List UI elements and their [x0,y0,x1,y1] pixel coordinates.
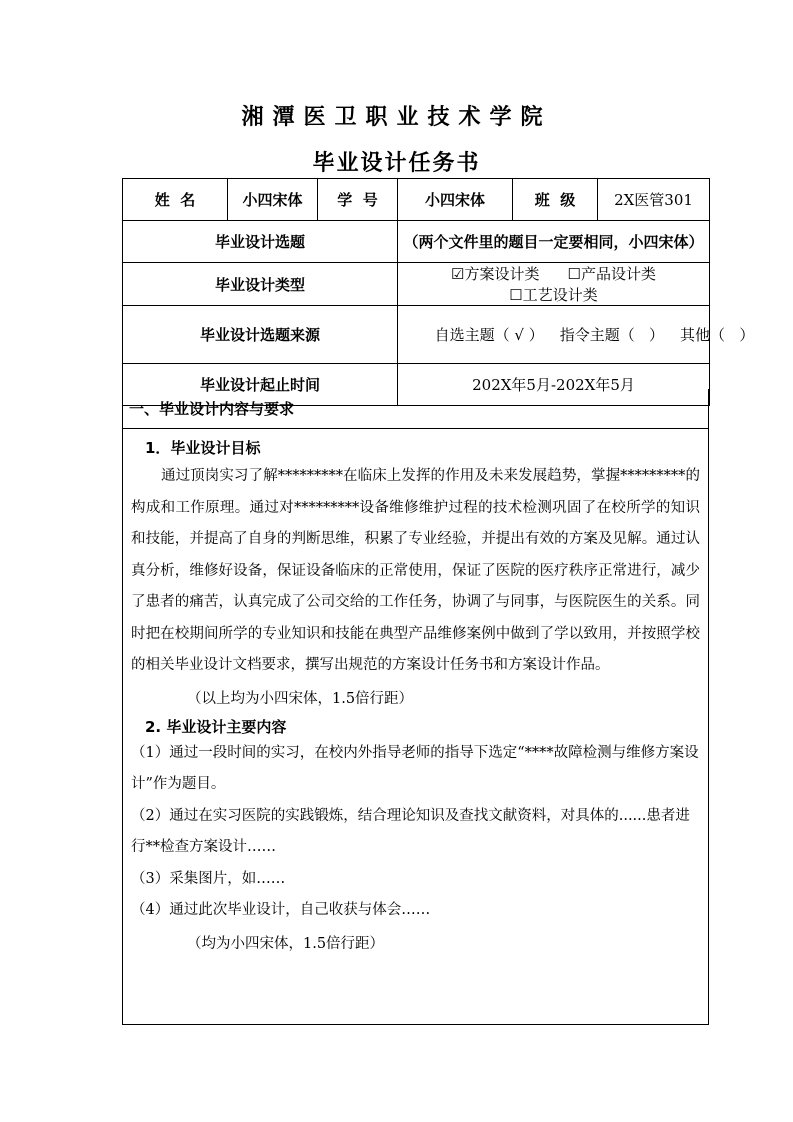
section-content [123,429,708,959]
row-source [123,306,710,364]
period-label: 毕业设计起止时间 [123,364,398,406]
info-table [122,178,755,406]
content-box [122,389,709,1025]
goal-text: 通过顶岗实习了解*********在临床上发挥的作用及未来发展趋势，掌握*********的构成和工作原理。通过对*********设备维修维护过程的技术检测巩固了在校所学的知识和技能，并提高了自身的判断思维，积累了专业经验，并提出有效的方案及见解。通过认真分析，维修好设备，保证设备临床的正常使用，保证了医院的医疗秩序正常进行，减少了患者的痛苦，认真完成了公司交给的工作任务，协调了与同事，与医院医生的关系。同时把在校期间所学的专业知识和技能在典型产品维修案例中做到了学以致用，并按照学校的相关毕业设计文档要求，撰写出规范的方案设计任务书和方案设计作品。 [131,468,700,673]
goal-heading: 1．毕业设计目标 [145,439,261,457]
row-topic [123,221,710,263]
type-option-process[interactable]: ☐工艺设计类 [509,286,598,304]
source-option-self[interactable]: 自选主题（ √ ） [434,326,544,344]
id-label: 学 号 [318,179,398,221]
source-option-other[interactable]: 其他（ ） [680,326,755,344]
source-label: 毕业设计选题来源 [123,306,398,364]
type-option-product[interactable]: ☐产品设计类 [567,265,656,283]
content-item: （1）通过一段时间的实习，在校内外指导老师的指导下选定“****故障检测与维修方案设计”作为题目。 [131,744,699,792]
content-item: （3）采集图片，如…… [131,870,286,887]
period-value: 202X年5月-202X年5月 [398,364,710,406]
content-item: （2）通过在实习医院的实践锻炼，结合理论知识及查找文献资料，对具体的......患者进行**检查方案设计…… [131,807,690,855]
school-name: 湘潭医卫职业技术学院 [241,105,552,130]
section-heading: 一、毕业设计内容与要求 [123,389,708,429]
type-option-scheme[interactable]: ☑方案设计类 [451,265,540,283]
class-value: 2X医管301 [598,179,710,221]
goal-note: （以上均为小四宋体，1.5倍行距） [187,690,414,707]
id-value: 小四宋体 [398,179,513,221]
name-value: 小四宋体 [228,179,318,221]
content-item: （4）通过此次毕业设计，自己收获与体会…… [131,902,431,918]
source-options [398,306,755,364]
type-label: 毕业设计类型 [123,263,398,306]
row-student [123,179,710,221]
source-option-assigned[interactable]: 指令主题（ ） [559,326,665,344]
class-label: 班 级 [513,179,598,221]
content-heading: 2. 毕业设计主要内容 [145,717,287,736]
name-label: 姓 名 [123,179,228,221]
type-options [398,263,710,306]
row-type [123,263,710,306]
topic-label: 毕业设计选题 [123,221,398,263]
doc-title: 毕业设计任务书 [312,151,481,176]
content-note: （均为小四宋体，1.5倍行距） [187,935,385,952]
topic-value: （两个文件里的题目一定要相同，小四宋体） [398,221,710,263]
